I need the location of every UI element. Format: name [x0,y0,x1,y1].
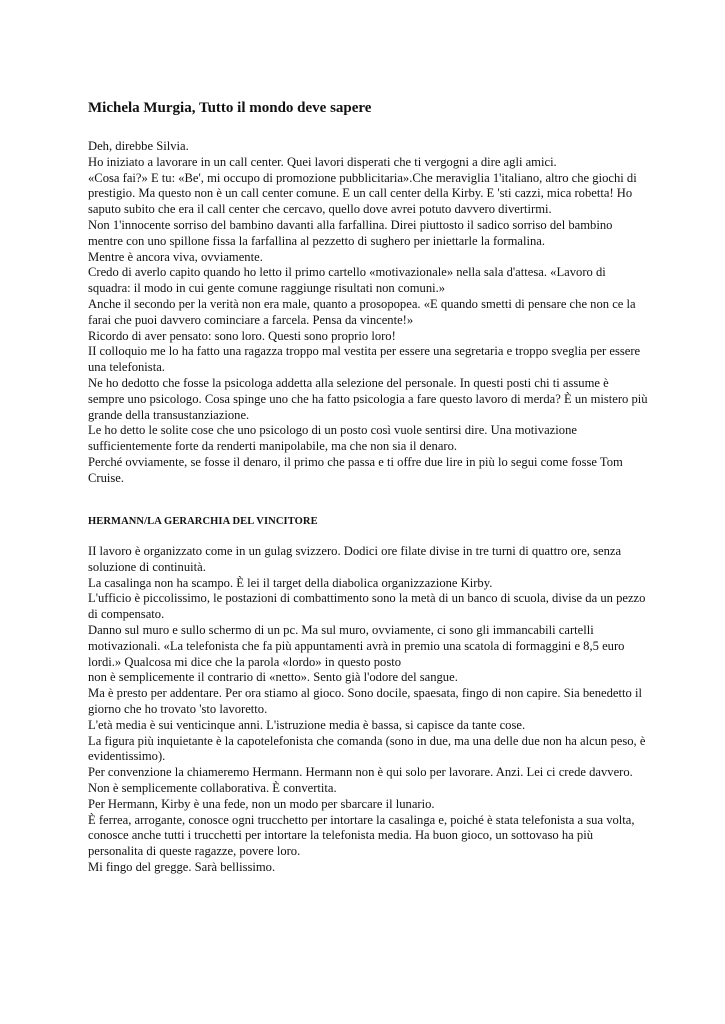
paragraph: II colloquio me lo ha fatto una ragazza troppo mal vestita per essere una segretaria e troppo sveglia per essere una telefonista. [88,344,641,375]
paragraph: Danno sul muro e sullo schermo di un pc. Ma sul muro, ovviamente, ci sono gli immancabili cartelli motivazionali. «La telefonista che fa più appuntamenti avrà in premio una scatola di formaggini e 8,5 euro lordi.» Qualcosa mi dice che la parola «lordo» in questo posto [88,622,625,669]
paragraph: Mentre è ancora viva, ovviamente. [88,249,263,264]
paragraph: «Cosa fai?» E tu: «Be', mi occupo di promozione pubblicitaria».Che meraviglia 1'italiano, altro che giochi di prestigio. Ma questo non è un call center comune. E un call center della Kirby. E 'sti cazzi, mica robetta! Ho saputo subito che era il call center che cercavo, quello dove avrei potuto davvero divertirmi. [88,170,637,217]
paragraph: La casalinga non ha scampo. È lei il target della diabolica organizzazione Kirby. [88,575,493,590]
section-2-heading: HERMANN/LA GERARCHIA DEL VINCITORE [88,516,318,527]
paragraph: L'età media è sui venticinque anni. L'istruzione media è bassa, si capisce da tante cose. [88,717,526,732]
paragraph: Per convenzione la chiameremo Hermann. Hermann non è qui solo per lavorare. Anzi. Lei ci crede davvero. Non è semplicemente collaborativa. È convertita. [88,765,633,795]
section-2-body [88,544,648,876]
paragraph: Ma è presto per addentare. Per ora stiamo al gioco. Sono docile, spaesata, fingo di non capire. Sia benedetto il giorno che ho trovato 'sto lavoretto. [88,686,642,716]
paragraph: Ho iniziato a lavorare in un call center. Quei lavori disperati che ti vergogni a dire agli amici. [88,154,557,169]
document-title: Michela Murgia, Tutto il mondo deve sapere [88,100,372,116]
paragraph: Ne ho dedotto che fosse la psicologa addetta alla selezione del personale. In questi posti chi ti assume è sempre uno psicologo. Cosa spinge uno che ha fatto psicologia a fare questo lavoro di merda? È un mistero più grande della transustanziazione. [88,375,648,422]
paragraph: Credo di averlo capito quando ho letto il primo cartello «motivazionale» nella sala d'attesa. «Lavoro di squadra: il modo in cui gente comune raggiunge risultati non comuni.» [88,265,606,296]
paragraph: Mi fingo del gregge. Sarà bellissimo. [88,859,276,874]
paragraph: Anche il secondo per la verità non era male, quanto a prosopopea. «E quando smetti di pensare che non ce la farai che puoi davvero cominciare a farcela. Pensa da vincente!» [88,296,636,327]
paragraph: Non 1'innocente sorriso del bambino davanti alla farfallina. Direi piuttosto il sadico sorriso del bambino mentre con uno spillone fissa la farfallina al pezzetto di sughero per iniettarle la formalina. [88,217,613,248]
paragraph: La figura più inquietante è la capotelefonista che comanda (sono in due, ma una delle due non ha alcun peso, è evidentissimo). [88,733,646,764]
paragraph: Le ho detto le solite cose che uno psicologo di un posto così vuole sentirsi dire. Una motivazione sufficientemente forte da renderti manipolabile, ma che non sia il denaro. [88,423,577,454]
section-1-body [88,139,648,487]
paragraph: È ferrea, arrogante, conosce ogni trucchetto per intortare la casalinga e, poiché è stata telefonista a sua volta, conosce anche tutti i trucchetti per intortare la telefonista media. Ha buon gioco, un sottovaso ha più personalita di queste ragazze, povere loro. [88,812,635,859]
paragraph: II lavoro è organizzato come in un gulag svizzero. Dodici ore filate divise in tre turni di quattro ore, senza soluzione di continuità. [88,544,622,574]
paragraph: L'ufficio è piccolissimo, le postazioni di combattimento sono la metà di un banco di scuola, divise da un pezzo di compensato. [88,591,646,622]
paragraph: Ricordo di aver pensato: sono loro. Questi sono proprio loro! [88,328,396,343]
paragraph: Deh, direbbe Silvia. [88,139,189,153]
paragraph: Perché ovviamente, se fosse il denaro, il primo che passa e ti offre due lire in più lo segui come fosse Tom Cruise. [88,454,623,485]
paragraph: Per Hermann, Kirby è una fede, non un modo per sbarcare il lunario. [88,796,435,811]
paragraph: non è semplicemente il contrario di «netto». Sento già l'odore del sangue. [88,670,458,685]
